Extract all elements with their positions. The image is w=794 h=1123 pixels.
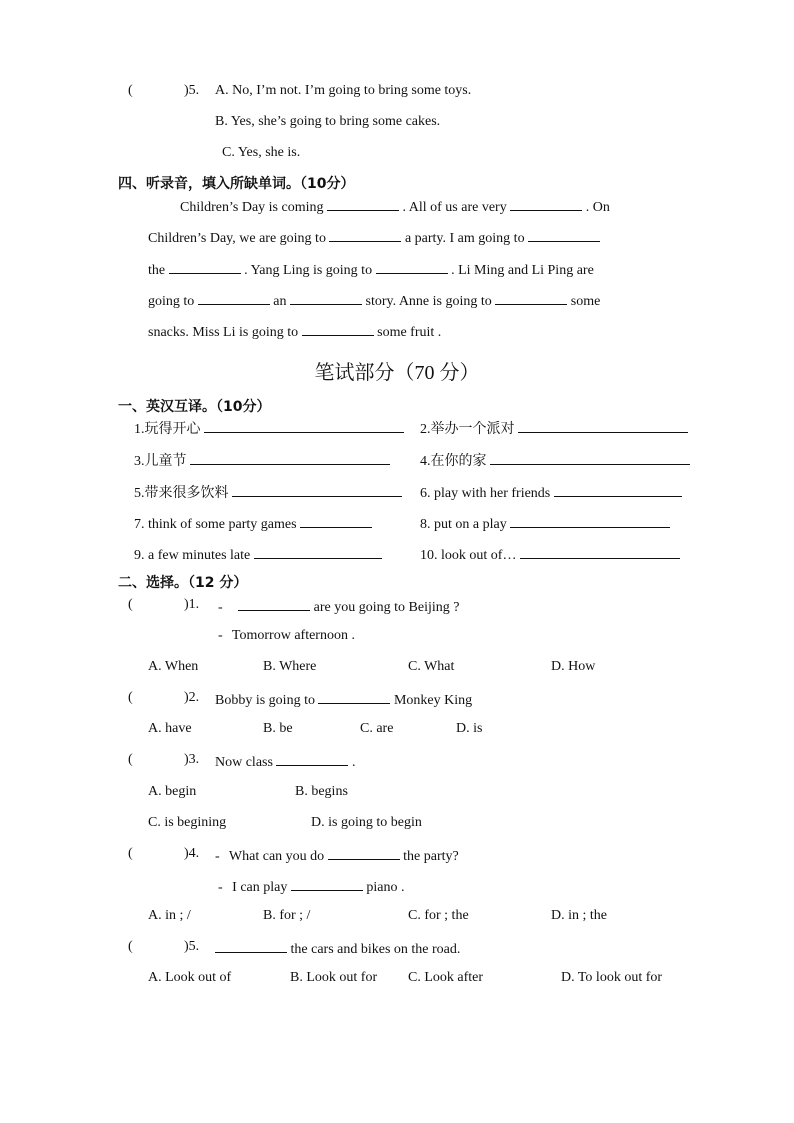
text: . Yang Ling is going to [244, 263, 373, 278]
text: the cars and bikes on the road. [290, 942, 461, 957]
answer-blank[interactable] [198, 290, 270, 305]
dash: - [218, 628, 223, 643]
text: . [351, 755, 356, 770]
translate-item [134, 544, 382, 565]
translate-item [420, 418, 688, 439]
option-b: B. Yes, she’s going to bring some cakes. [215, 114, 441, 129]
answer-blank[interactable] [376, 259, 448, 274]
translate-item [420, 544, 680, 565]
text-line [180, 196, 610, 217]
answer-blank[interactable] [518, 418, 688, 433]
answer-blank[interactable] [554, 482, 682, 497]
question-text [218, 876, 404, 897]
item-text: 3.儿童节 [134, 454, 187, 469]
translate-item [134, 450, 390, 471]
answer-blank[interactable] [327, 196, 399, 211]
text: some [570, 294, 601, 309]
answer-blank[interactable] [318, 689, 390, 704]
answer-blank[interactable] [328, 845, 400, 860]
answer-blank[interactable] [291, 876, 363, 891]
text: story. Anne is going to [365, 294, 492, 309]
text: some fruit . [377, 325, 442, 340]
dash: - [218, 600, 223, 615]
translate-item [420, 482, 682, 503]
answer-blank[interactable] [329, 227, 401, 242]
option-d[interactable]: D. To look out for [561, 970, 663, 985]
text: the party? [403, 849, 459, 864]
option-b[interactable]: B. for ; / [263, 908, 311, 923]
question-text [218, 596, 459, 617]
answer-blank[interactable] [528, 227, 600, 242]
question-number: )2. [184, 690, 200, 705]
text-line [148, 321, 441, 342]
question-text [215, 845, 459, 866]
item-text: 4.在你的家 [420, 454, 487, 469]
text: the [148, 263, 166, 278]
answer-blank[interactable] [510, 513, 670, 528]
question-text [215, 751, 355, 772]
answer-blank[interactable] [520, 544, 680, 559]
question-number: )4. [184, 846, 200, 861]
text-line [148, 290, 600, 311]
option-c[interactable]: C. is begining [148, 815, 227, 830]
text: are you going to Beijing ? [313, 600, 460, 615]
text: Now class [215, 755, 273, 770]
question-text [218, 627, 355, 645]
section-title: 一、英汉互译。（10分） [118, 399, 271, 415]
text: . On [585, 200, 610, 215]
option-a[interactable]: A. begin [148, 784, 197, 799]
option-b[interactable]: B. Where [263, 659, 317, 674]
option-a[interactable]: A. have [148, 721, 192, 736]
option-a[interactable]: A. When [148, 659, 199, 674]
paren-open: ( [128, 690, 133, 705]
question-number: )5. [184, 83, 200, 98]
section-title: 四、听录音，填入所缺单词。（10分） [118, 176, 355, 192]
text: . All of us are very [402, 200, 507, 215]
answer-blank[interactable] [290, 290, 362, 305]
option-b[interactable]: B. be [263, 721, 293, 736]
option-a[interactable]: A. in ; / [148, 908, 191, 923]
question-text [215, 938, 460, 959]
translate-item [134, 482, 402, 503]
question-number: )1. [184, 597, 200, 612]
text: Children’s Day is coming [180, 200, 324, 215]
text: an [273, 294, 287, 309]
text: snacks. Miss Li is going to [148, 325, 299, 340]
option-d[interactable]: D. How [551, 659, 596, 674]
text: I can play [232, 880, 288, 895]
item-text: 6. play with her friends [420, 486, 551, 501]
question-number: )5. [184, 939, 200, 954]
translate-item [134, 418, 404, 439]
item-text: 8. put on a play [420, 517, 507, 532]
section-title: 二、选择。（12 分） [118, 575, 248, 591]
option-c[interactable]: C. Look after [408, 970, 484, 985]
paren-open: ( [128, 83, 133, 98]
option-c[interactable]: C. What [408, 659, 455, 674]
answer-blank[interactable] [490, 450, 690, 465]
option-c[interactable]: C. are [360, 721, 394, 736]
text: Monkey King [393, 693, 473, 708]
text: a party. I am going to [404, 231, 525, 246]
text: Tomorrow afternoon . [231, 628, 355, 643]
item-text: 1.玩得开心 [134, 422, 201, 437]
answer-blank[interactable] [232, 482, 402, 497]
dash: - [218, 880, 223, 895]
answer-blank[interactable] [238, 596, 310, 611]
question-number: )3. [184, 752, 200, 767]
translate-item [420, 513, 670, 534]
answer-blank[interactable] [190, 450, 390, 465]
answer-blank[interactable] [510, 196, 582, 211]
answer-blank[interactable] [302, 321, 374, 336]
item-text: 7. think of some party games [134, 517, 297, 532]
paren-open: ( [128, 597, 133, 612]
text: . Li Ming and Li Ping are [451, 263, 594, 278]
option-a: A. No, I’m not. I’m going to bring some toys. [215, 83, 472, 98]
option-c: C. Yes, she is. [222, 145, 301, 160]
answer-blank[interactable] [300, 513, 372, 528]
question-text [215, 689, 472, 710]
written-part-title: 笔试部分（70 分） [314, 362, 480, 384]
text: What can you do [228, 849, 325, 864]
option-b[interactable]: B. begins [295, 784, 348, 799]
text-line [148, 259, 594, 280]
translate-item [420, 450, 690, 471]
option-b[interactable]: B. Look out for [290, 970, 378, 985]
text: piano . [366, 880, 405, 895]
option-d[interactable]: D. in ; the [551, 908, 607, 923]
text: Bobby is going to [215, 693, 315, 708]
paren-open: ( [128, 846, 133, 861]
answer-blank[interactable] [204, 418, 404, 433]
paren-open: ( [128, 752, 133, 767]
option-d[interactable]: D. is [456, 721, 483, 736]
answer-blank[interactable] [169, 259, 241, 274]
translate-item [134, 513, 372, 534]
dash: - [215, 849, 220, 864]
item-text: 2.举办一个派对 [420, 422, 515, 437]
text: going to [148, 294, 195, 309]
item-text: 9. a few minutes late [134, 548, 251, 563]
answer-blank[interactable] [276, 751, 348, 766]
text-line [148, 227, 600, 248]
text: Children’s Day, we are going to [148, 231, 326, 246]
item-text: 10. look out of… [420, 548, 517, 563]
option-d[interactable]: D. is going to begin [311, 815, 422, 830]
option-a[interactable]: A. Look out of [148, 970, 232, 985]
answer-blank[interactable] [215, 938, 287, 953]
option-c[interactable]: C. for ; the [408, 908, 469, 923]
paren-open: ( [128, 939, 133, 954]
answer-blank[interactable] [495, 290, 567, 305]
answer-blank[interactable] [254, 544, 382, 559]
item-text: 5.带来很多饮料 [134, 486, 229, 501]
